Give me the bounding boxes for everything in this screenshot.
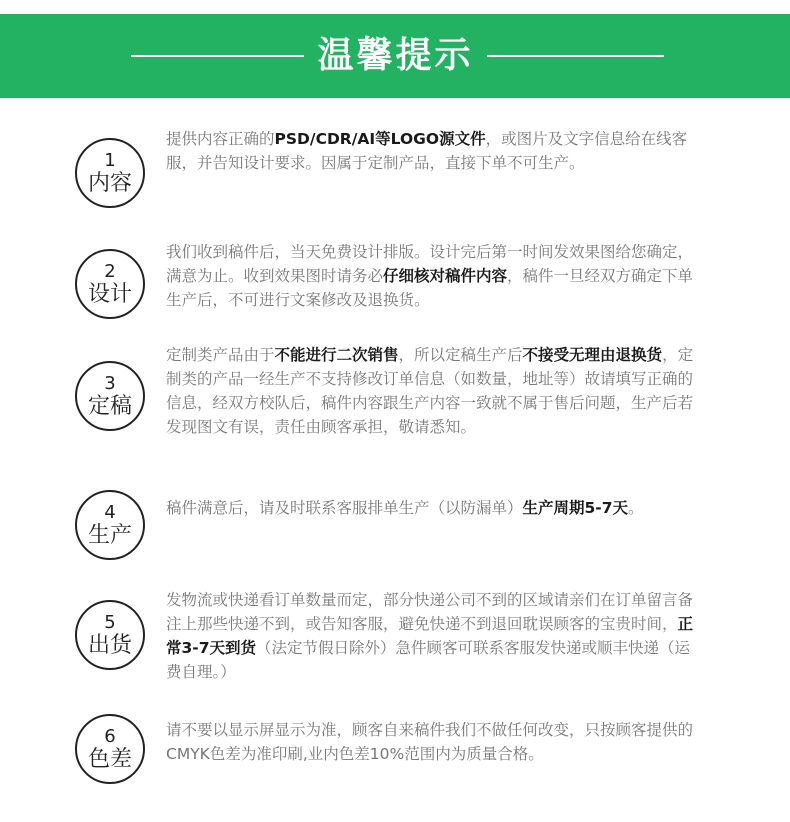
body-text: 定制类产品由于: [166, 346, 275, 364]
notice-text: [166, 127, 696, 175]
body-text: ，或图片及文字信息给在线客服，并告知设计要求。因属于定制产品，直接下单不可生产。: [166, 130, 688, 172]
step-label: 内容: [87, 171, 132, 196]
step-label: 设计: [87, 282, 132, 307]
step-number: 3: [104, 373, 116, 394]
step-badge: [75, 249, 145, 319]
body-text: 稿件满意后，请及时联系客服排单生产（以防漏单）: [166, 499, 523, 517]
step-label: 色差: [87, 747, 132, 772]
step-badge: [75, 490, 145, 560]
step-badge: [75, 361, 145, 431]
body-text: ，稿件一旦经双方确定下单生产后，不可进行文案修改及退换货。: [166, 267, 694, 309]
step-label: 生产: [87, 523, 132, 548]
body-text: 请不要以显示屏显示为准，顾客自来稿件我们不做任何改变，只按顾客提供的CMYK色差为准印刷,业内色差10%范围内为质量合格。: [166, 721, 694, 763]
notice-text: [166, 240, 696, 312]
step-badge: [75, 600, 145, 670]
notice-text: [166, 343, 696, 439]
body-text: 提供内容正确的: [166, 130, 275, 148]
body-text: （法定节假日除外）急件顾客可联系客服发快递或顺丰快递（运费自理。）: [166, 639, 691, 681]
step-badge: [75, 138, 145, 208]
step-number: 2: [104, 261, 116, 282]
step-number: 5: [104, 612, 116, 633]
title-divider-right: [487, 55, 664, 57]
notice-text: [166, 588, 696, 684]
step-label: 出货: [87, 633, 132, 658]
emphasis-text: 不接受无理由退换货: [522, 346, 663, 364]
step-number: 1: [104, 150, 116, 171]
body-text: ，定制类的产品一经生产不支持修改订单信息（如数量，地址等）故请填写正确的信息，经双方校队后，稿件内容跟生产内容一致就不属于售后问题，生产后若发现图文有误，责任由顾客承担，敬请悉知。: [166, 346, 694, 436]
emphasis-text: 生产周期5-7天: [522, 499, 629, 517]
body-text: 我们收到稿件后，当天免费设计排版。设计完后第一时间发效果图给您确定，满意为止。收到效果图时请务必: [166, 243, 694, 285]
header-banner: [0, 14, 790, 98]
body-text: 。: [628, 499, 644, 517]
step-label: 定稿: [87, 394, 132, 419]
step-number: 4: [104, 502, 116, 523]
title-divider-left: [131, 55, 304, 57]
notice-text: [166, 496, 696, 520]
step-number: 6: [104, 726, 116, 747]
emphasis-text: 不能进行二次销售: [274, 346, 399, 364]
notice-text: [166, 718, 696, 766]
emphasis-text: 仔细核对稿件内容: [383, 267, 508, 285]
body-text: ，所以定稿生产后: [398, 346, 523, 364]
page-title: 温馨提示: [317, 35, 474, 76]
emphasis-text: 正常3-7天到货: [166, 615, 694, 657]
emphasis-text: PSD/CDR/AI等LOGO源文件: [274, 130, 486, 148]
body-text: 发物流或快递看订单数量而定，部分快递公司不到的区域请亲们在订单留言备注上那些快递不到，或告知客服，避免快递不到退回耽误顾客的宝贵时间，: [166, 591, 694, 633]
step-badge: [75, 714, 145, 784]
